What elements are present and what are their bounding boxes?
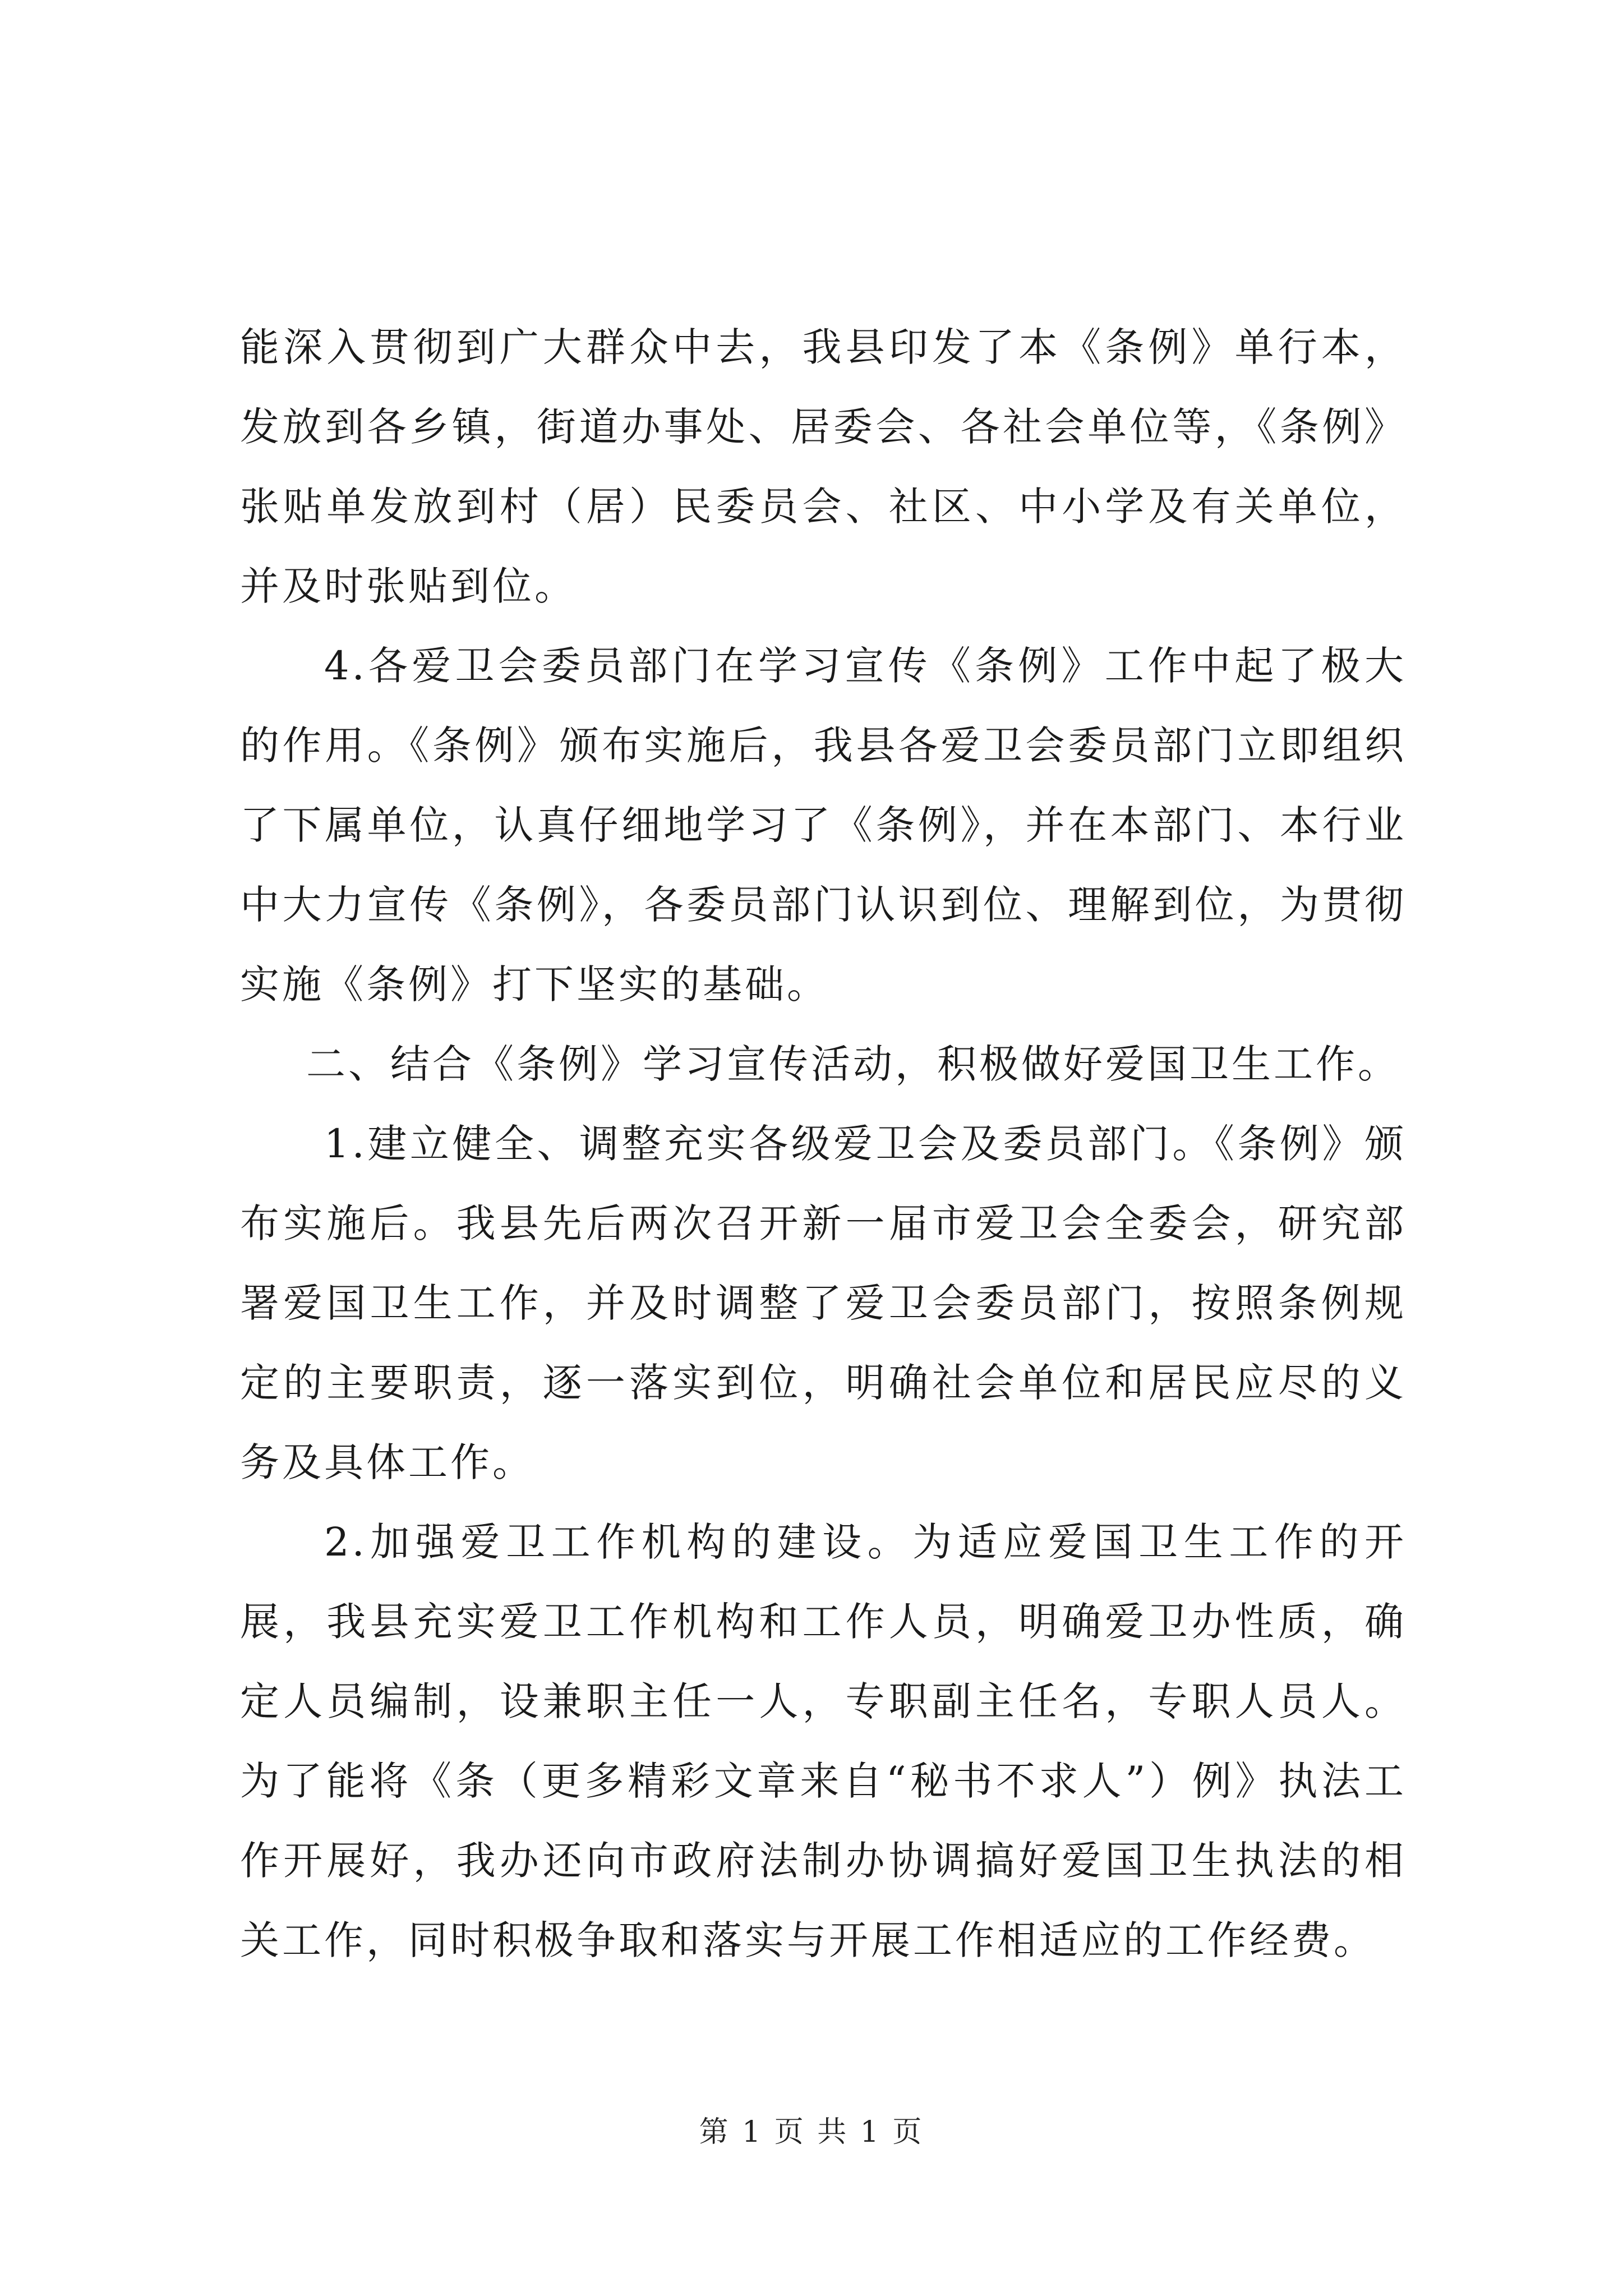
paragraph-item-1: 1.建立健全、调整充实各级爱卫会及委员部门。《条例》颁布实施后。我县先后两次召开新一届市爱卫会全委会，研究部署爱国卫生工作，并及时调整了爱卫会委员部门，按照条例规定的主要职责，逐一落实到位，明确社会单位和居民应尽的义务及具体工作。 — [240, 1121, 1407, 1485]
document-body — [240, 307, 1407, 1980]
paragraph-item-2: 2.加强爱卫工作机构的建设。为适应爱国卫生工作的开展，我县充实爱卫工作机构和工作人员，明确爱卫办性质，确定人员编制，设兼职主任一人，专职副主任名，专职人员人。为了能将《条（更多精彩文章来自“秘书不求人”）例》执法工作开展好，我办还向市政府法制办协调搞好爱国卫生执法的相关工作，同时积极争取和落实与开展工作相适应的工作经费。 — [240, 1519, 1407, 1963]
paragraph-item-4: 4.各爱卫会委员部门在学习宣传《条例》工作中起了极大的作用。《条例》颁布实施后，我县各爱卫会委员部门立即组织了下属单位，认真仔细地学习了《条例》，并在本部门、本行业中大力宣传《条例》，各委员部门认识到位、理解到位，为贯彻实施《条例》打下坚实的基础。 — [240, 643, 1407, 1007]
page-number-footer: 第 1 页 共 1 页 — [699, 2115, 924, 2149]
section-heading-2: 二、结合《条例》学习宣传活动，积极做好爱国卫生工作。 — [306, 1041, 1400, 1087]
paragraph-continuation: 能深入贯彻到广大群众中去，我县印发了本《条例》单行本，发放到各乡镇，街道办事处、居委会、各社会单位等，《条例》张贴单发放到村（居）民委员会、社区、中小学及有关单位，并及时张贴到位。 — [240, 324, 1407, 609]
